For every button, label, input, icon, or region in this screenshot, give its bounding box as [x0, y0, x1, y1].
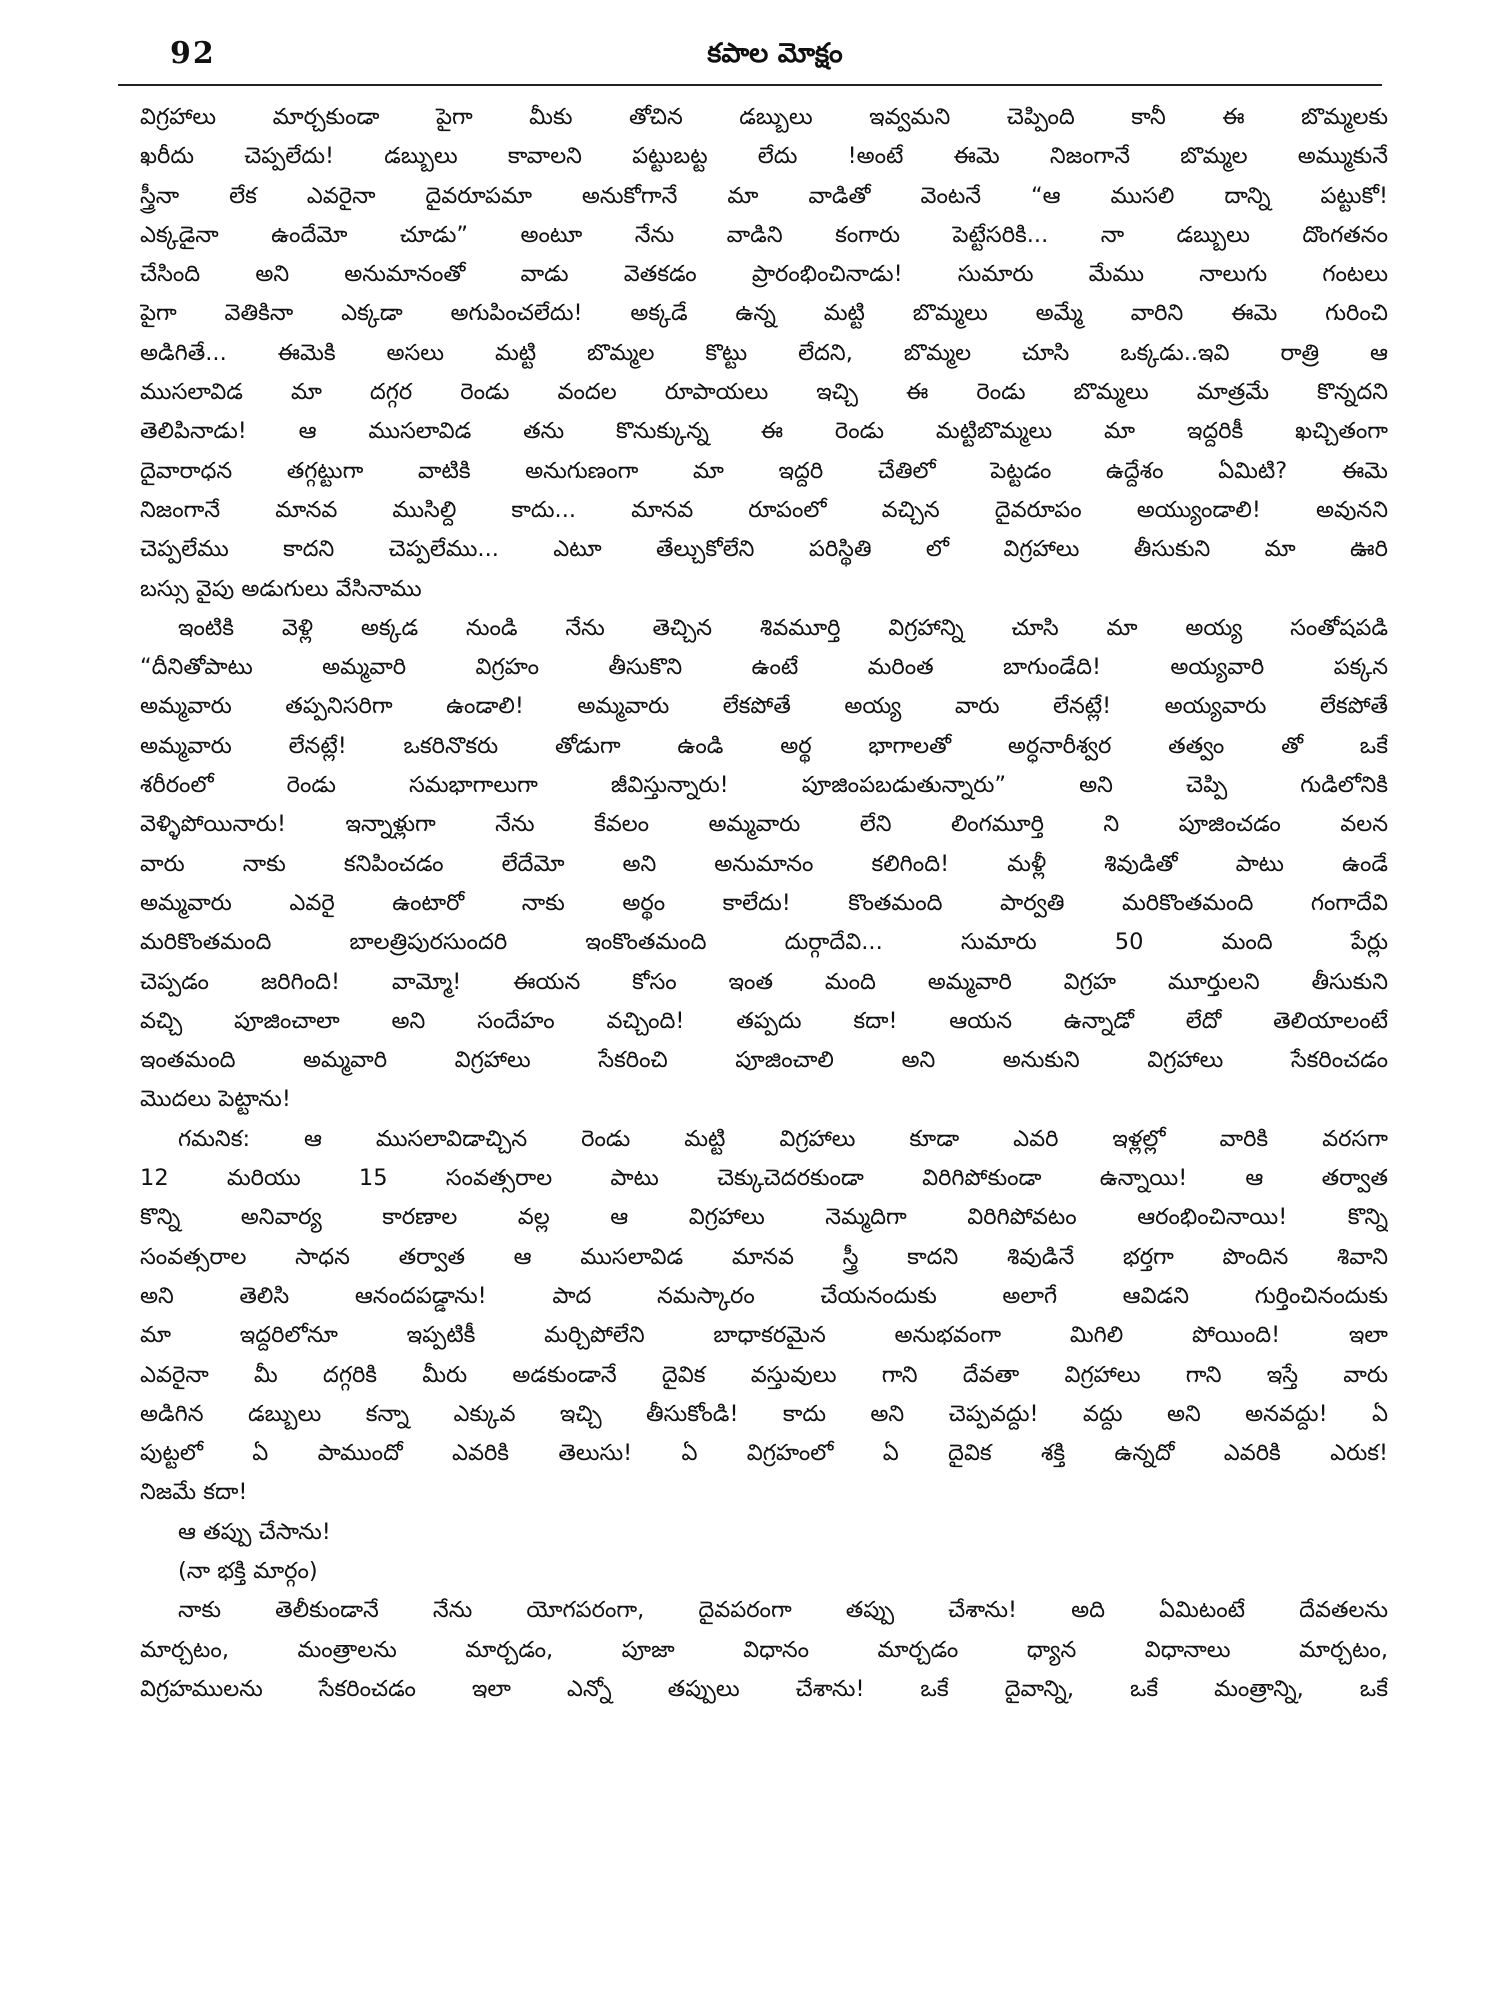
- text-line: మా ఇద్దరిలోనూ ఇప్పటికీ మర్చిపోలేని బాధాకరమైన అనుభవంగా మిగిలి పోయింది! ఇలా: [140, 1322, 1388, 1349]
- text-line: ఇంతమంది అమ్మవారి విగ్రహాలు సేకరించి పూజించాలి అని అనుకుని విగ్రహాలు సేకరించడం: [140, 1047, 1388, 1074]
- text-line: విగ్రహాలు మార్చకుండా పైగా మీకు తోచిన డబ్బులు ఇవ్వమని చెప్పింది కానీ ఈ బొమ్మలకు: [140, 104, 1388, 130]
- text-line: సంవత్సరాల సాధన తర్వాత ఆ ముసలావిడ మానవ స్త్రీ కాదని శివుడినే భర్తగా పొందిన శివాని: [140, 1243, 1388, 1270]
- text-line: మొదలు పెట్టాను!: [140, 1086, 291, 1113]
- text-line: స్త్రీనా లేక ఎవరైనా దైవరూపమా అనుకోగానే మా వాడితో వెంటనే “ఆ ముసలి దాన్ని పట్టుకో!: [140, 182, 1388, 209]
- text-line: అమ్మవారు లేనట్లే! ఒకరినొకరు తోడుగా ఉండి అర్థ భాగాలతో అర్ధనారీశ్వర తత్వం తో ఒకే: [140, 732, 1388, 759]
- paragraph-start-line: నాకు తెలీకుండానే నేను యోగపరంగా, దైవపరంగా తప్పు చేశాను! అది ఏమిటంటే దేవతలను: [178, 1597, 1388, 1624]
- text-line: అమ్మవారు తప్పనిసరిగా ఉండాలి! అమ్మవారు లేకపోతే అయ్య వారు లేనట్లే! అయ్యవారు లేకపోతే: [140, 693, 1388, 720]
- text-line: బస్సు వైపు అడుగులు వేసినాము: [140, 575, 422, 602]
- text-line: ఎవరైనా మీ దగ్గరికి మీరు అడకుండానే దైవిక వస్తువులు గాని దేవతా విగ్రహాలు గాని ఇస్తే వారు: [140, 1361, 1388, 1388]
- page-number: 92: [170, 36, 216, 71]
- text-line: అడిగిన డబ్బులు కన్నా ఎక్కువ ఇచ్చి తీసుకోండి! కాదు అని చెప్పవద్దు! వద్దు అని అనవద్దు! ఏ: [140, 1400, 1388, 1427]
- text-line: 12 మరియు 15 సంవత్సరాల పాటు చెక్కుచెదరకుండా విరిగిపోకుండా ఉన్నాయి! ఆ తర్వాత: [140, 1165, 1388, 1192]
- text-line: వారు నాకు కనిపించడం లేదేమో అని అనుమానం కలిగింది! మళ్లీ శివుడితో పాటు ఉండే: [140, 850, 1388, 877]
- note-start-line: గమనిక: ఆ ముసలావిడాచ్చిన రెండు మట్టి విగ్రహాలు కూడా ఎవరి ఇళ్లల్లో వారికి వరసగా: [178, 1125, 1388, 1152]
- text-line: వచ్చి పూజించాలా అని సందేహం వచ్చింది! తప్పదు కదా! ఆయన ఉన్నాడో లేదో తెలియాలంటే: [140, 1007, 1388, 1034]
- paragraph-start-line: ఇంటికి వెళ్లి అక్కడ నుండి నేను తెచ్చిన శివమూర్తి విగ్రహాన్ని చూసి మా అయ్య సంతోషపడి: [178, 614, 1388, 641]
- text-line: చెప్పడం జరిగింది! వామ్మో! ఈయన కోసం ఇంత మంది అమ్మవారి విగ్రహ మూర్తులని తీసుకుని: [140, 968, 1388, 995]
- header-divider: [118, 84, 1382, 86]
- text-line: ముసలావిడ మా దగ్గర రెండు వందల రూపాయలు ఇచ్చి ఈ రెండు బొమ్మలు మాత్రమే కొన్నదని: [140, 379, 1388, 406]
- text-line: చెప్పలేము కాదని చెప్పలేము... ఎటూ తేల్చుకోలేని పరిస్థితి లో విగ్రహాలు తీసుకుని మా ఊరి: [140, 536, 1388, 563]
- page-header: [170, 34, 1380, 80]
- text-line: నిజమే కదా!: [140, 1479, 248, 1506]
- body-text: [140, 98, 1388, 1709]
- section-heading: ఆ తప్పు చేసాను!: [178, 1518, 331, 1545]
- text-line: మార్చటం, మంత్రాలను మార్చడం, పూజా విధానం మార్చడం ధ్యాన విధానాలు మార్చటం,: [140, 1636, 1388, 1663]
- section-subheading: (నా భక్తి మార్గం): [178, 1557, 318, 1584]
- text-line: ఎక్కడైనా ఉందేమో చూడు” అంటూ నేను వాడిని కంగారు పెట్టేసరికి... నా డబ్బులు దొంగతనం: [140, 221, 1388, 248]
- text-line: తెలిపినాడు! ఆ ముసలావిడ తను కొనుక్కున్న ఈ రెండు మట్టిబొమ్మలు మా ఇద్దరికీ ఖచ్చితంగా: [140, 418, 1388, 445]
- text-line: దైవారాధన తగ్గట్టుగా వాటికి అనుగుణంగా మా ఇద్దరి చేతిలో పెట్టడం ఉద్దేశం ఏమిటి? ఈమె: [140, 457, 1388, 484]
- text-line: పుట్టలో ఏ పాముందో ఎవరికి తెలుసు! ఏ విగ్రహంలో ఏ దైవిక శక్తి ఉన్నదో ఎవరికి ఎరుక!: [140, 1440, 1388, 1467]
- text-line: మరికొంతమంది బాలత్రిపురసుందరి ఇంకొంతమంది దుర్గాదేవి... సుమారు 50 మంది పేర్లు: [140, 929, 1388, 956]
- text-line: అడిగితే... ఈమెకి అసలు మట్టి బొమ్మల కొట్టు లేదని, బొమ్మల చూసి ఒక్కడు..ఇవి రాత్రి ఆ: [140, 339, 1388, 366]
- text-line: పైగా వెతికినా ఎక్కడా అగుపించలేదు! అక్కడే ఉన్న మట్టి బొమ్మలు అమ్మే వారిని ఈమె గురించి: [140, 300, 1388, 327]
- text-line: అని తెలిసి ఆనందపడ్డాను! పాద నమస్కారం చేయనందుకు అలాగే ఆవిడని గుర్తించినందుకు: [140, 1282, 1388, 1309]
- text-line: నిజంగానే మానవ ముసిల్ది కాదు... మానవ రూపంలో వచ్చిన దైవరూపం అయ్యుండాలి! అవునని: [140, 496, 1388, 523]
- text-line: విగ్రహములను సేకరించడం ఇలా ఎన్నో తప్పులు చేశాను! ఒకే దైవాన్ని, ఒకే మంత్రాన్ని, ఒకే: [140, 1675, 1388, 1702]
- text-line: చేసింది అని అనుమానంతో వాడు వెతకడం ప్రారంభించినాడు! సుమారు మేము నాలుగు గంటలు: [140, 261, 1388, 288]
- text-line: వెళ్ళిపోయినారు! ఇన్నాళ్లుగా నేను కేవలం అమ్మవారు లేని లింగమూర్తి ని పూజించడం వలన: [140, 811, 1388, 838]
- text-line: కొన్ని అనివార్య కారణాల వల్ల ఆ విగ్రహాలు నెమ్మదిగా విరిగిపోవటం ఆరంభించినాయి! కొన్ని: [140, 1204, 1388, 1231]
- text-line: అమ్మవారు ఎవరై ఉంటారో నాకు అర్థం కాలేదు! కొంతమంది పార్వతి మరికొంతమంది గంగాదేవి: [140, 889, 1388, 916]
- text-line: “దీనితోపాటు అమ్మవారి విగ్రహం తీసుకొని ఉంటే మరింత బాగుండేది! అయ్యవారి పక్కన: [140, 654, 1388, 681]
- text-line: శరీరంలో రెండు సమభాగాలుగా జీవిస్తున్నారు! పూజింపబడుతున్నారు” అని చెప్పి గుడిలోనికి: [140, 772, 1388, 799]
- running-title: కపాల మోక్షం: [707, 38, 843, 69]
- text-line: ఖరీదు చెప్పలేదు! డబ్బులు కావాలని పట్టుబట్ట లేదు !అంటే ఈమె నిజంగానే బొమ్మల అమ్ముకునే: [140, 143, 1388, 170]
